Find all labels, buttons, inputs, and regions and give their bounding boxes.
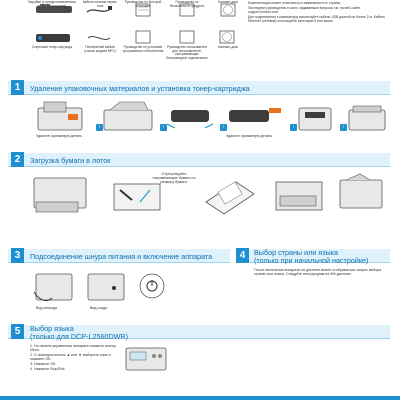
section-2-number: 2 <box>11 152 24 167</box>
s1-arrow-1: › <box>96 124 103 131</box>
note-3: Для подключения к компьютеру используйте кабель USB длиной не более 2 м. Кабель Ethernet (сетевой) используйте категории 5 или выше. <box>248 14 386 24</box>
control-panel-illustration <box>124 344 168 374</box>
front-view-caption: Вид спереди <box>36 306 58 310</box>
section-2-title: Загрузка бумаги в лоток <box>30 156 111 165</box>
guides-callout: Отрегулируйте направляющие бумаги по размеру бумаги. <box>152 172 196 185</box>
s1-arrow-2: › <box>160 124 167 131</box>
close-cover-illustration <box>345 100 389 134</box>
section-5-subtitle: (только для DCP-L2560DWR) <box>30 332 128 341</box>
open-cover-illustration <box>100 100 156 134</box>
s5-step-2: 2. С помощью кнопок ▲ или ▼ выберите язык и нажмите OK. <box>30 353 111 362</box>
section-1-number: 1 <box>11 80 24 95</box>
insert-tray-illustration <box>272 172 326 216</box>
s5-step-3: 3. Нажмите OK. <box>30 362 57 367</box>
remove-orange-part-illustration <box>225 100 285 134</box>
drum-shake-illustration <box>165 100 215 134</box>
insert-drum-illustration <box>295 100 335 134</box>
user-guide-illustration <box>178 30 196 44</box>
support-flap-illustration <box>336 172 388 216</box>
kit-caption-4: Руководство по безопасности продукта <box>169 0 205 8</box>
note-1: Комплектация может отличаться в зависимости от страны. <box>248 1 342 5</box>
section-5-steps <box>30 344 120 372</box>
kit-notes <box>248 1 392 24</box>
section-3-number: 3 <box>11 248 24 263</box>
section-4-number: 4 <box>236 248 249 263</box>
kit-caption-1: Барабан (с предустановленным тонер-картриджем) <box>28 0 76 8</box>
unpack-step-illustration <box>34 100 86 134</box>
install-guide-illustration <box>134 30 152 44</box>
section-3-title: Подсоединение шнура питания и включение аппарата <box>30 252 213 261</box>
section-5-title: Выбор языка <box>30 324 74 333</box>
kit-caption-5: Компакт-диск <box>218 0 238 4</box>
back-view-illustration <box>84 268 128 304</box>
front-view-illustration <box>32 268 76 304</box>
s1-arrow-5: › <box>340 124 347 131</box>
section-4-subtitle: (только при начальной настройке) <box>254 256 369 265</box>
kit-row2-caption-1: Стартовый тонер-картридж <box>31 45 73 49</box>
s1-arrow-3: › <box>220 124 227 131</box>
phone-cable-illustration <box>86 32 112 44</box>
pull-tray-illustration <box>30 172 94 216</box>
section-4-text: После включения аппарата на дисплее может отображаться запрос выбора страны или языка. Следуйте инструкциям на ЖК-дисплее. <box>254 268 382 277</box>
kit-row2-caption-2: Телефонный кабель (только модели MFC) <box>84 45 116 53</box>
remove-orange-caption-b: Удалите оранжевую деталь <box>226 134 273 138</box>
s1-arrow-4: › <box>290 124 297 131</box>
section-4-title: Выбор страны или языка <box>254 248 338 257</box>
remove-orange-caption-a: Удалите оранжевую деталь <box>36 134 83 138</box>
bottom-rule <box>0 396 400 400</box>
power-on-illustration <box>134 266 170 306</box>
kit-caption-3: Руководство по быстрой установке <box>124 0 162 8</box>
kit-row2-caption-4: Руководство пользователя для пользователей, настраивающих беспроводное подключение <box>166 45 208 61</box>
kit-row2-caption-3: Руководство по установке программного обеспечения <box>122 45 164 53</box>
cd2-illustration <box>218 30 236 44</box>
section-1-title: Удаление упаковочных материалов и установка тонер-картриджа <box>30 84 250 93</box>
section-5-number: 5 <box>11 324 24 339</box>
s5-step-1: 1. На панели управления аппарата нажмите кнопку Menu. <box>30 344 116 353</box>
kit-caption-2: Кабель питания перем. тока <box>82 0 118 8</box>
s5-step-4: 4. Нажмите Stop/Exit. <box>30 367 66 372</box>
load-paper-illustration <box>200 172 260 216</box>
kit-row2-caption-5: Компакт-диск <box>218 45 238 49</box>
cd-illustration <box>220 3 236 17</box>
note-2: Последние руководства и часто задаваемые вопросы см. на веб-сайте support.brother.com. <box>248 5 361 15</box>
back-view-caption: Вид сзади <box>90 306 108 310</box>
toner-cartridge-illustration <box>34 32 72 44</box>
